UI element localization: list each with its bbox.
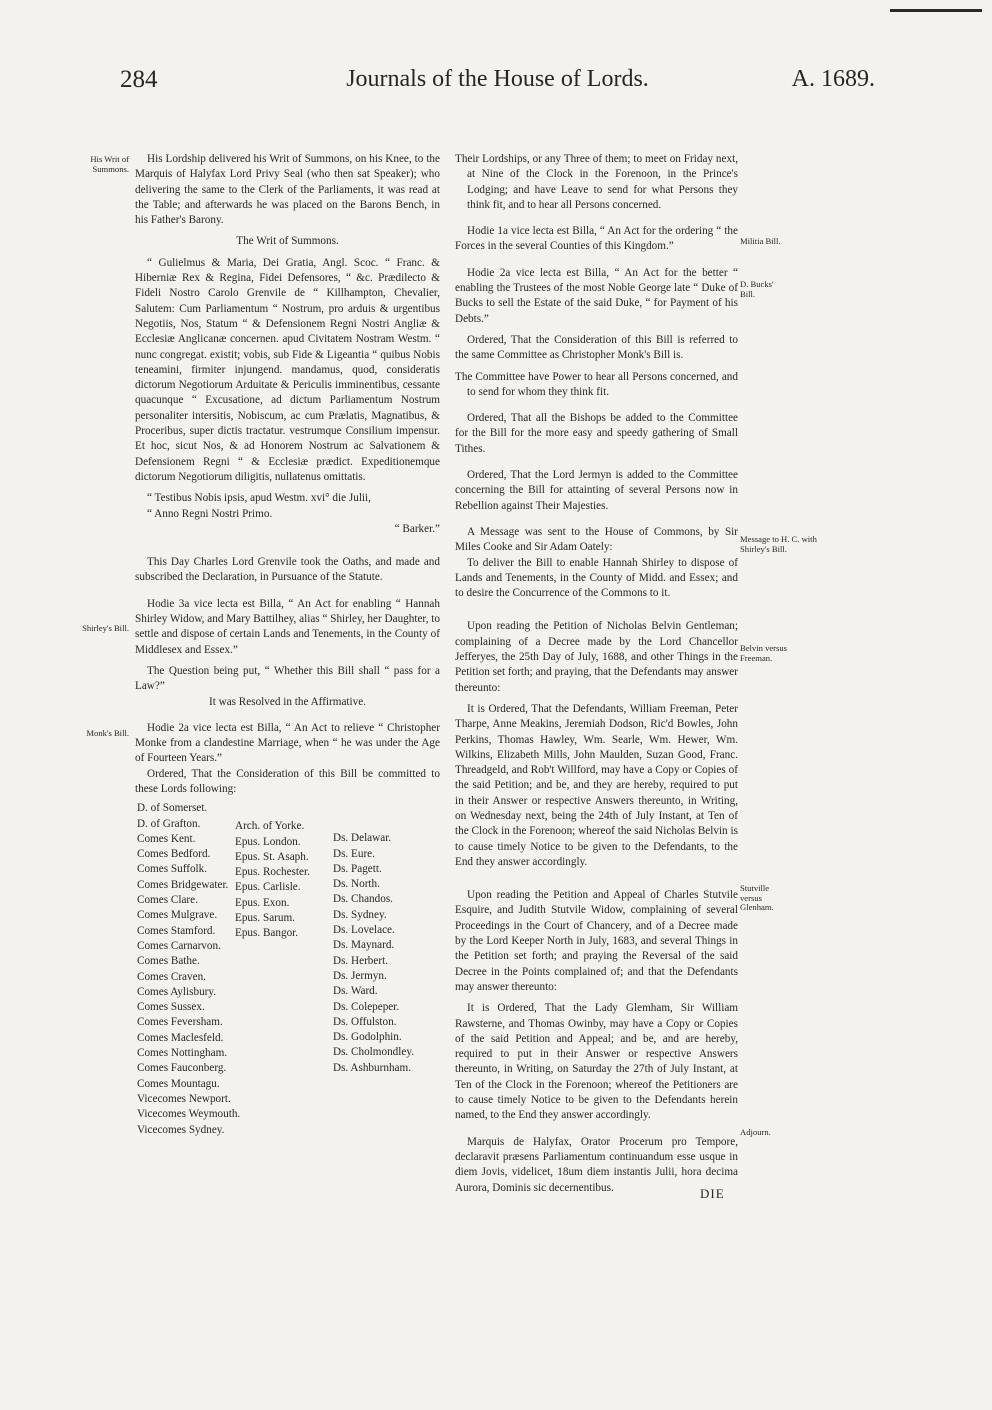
left-column <box>135 152 440 1136</box>
adjournment-paragraph: Marquis de Halyfax, Orator Procerum pro Tempore, declaravit præsens Parliamentum continuandum esse usque in diem Jovis, videlicet, 18um diem instantis Julii, hora decima Aurora, Dominis sic decernentibus. <box>455 1135 738 1194</box>
committee-lord: Arch. of Yorke. <box>235 820 305 833</box>
committee-lord: Comes Nottingham. <box>137 1047 228 1060</box>
committee-lord: Epus. Carlisle. <box>235 881 301 894</box>
margin-note-bucks: D. Bucks' Bill. <box>740 279 774 299</box>
committee-lord: Ds. Colepeper. <box>333 1000 400 1013</box>
committee-lord: Ds. North. <box>333 878 380 891</box>
question-paragraph: The Question being put, “ Whether this Bill shall “ pass for a Law?” <box>135 664 440 693</box>
margin-note-stutville: Stutville versus Glenham. <box>740 883 774 913</box>
committee-lord: Ds. Offulston. <box>333 1015 397 1028</box>
committee-lord: Ds. Lovelace. <box>333 924 395 937</box>
stutville-petition-paragraph: Upon reading the Petition and Appeal of Charles Stutvile Esquire, and Judith Stutvile Widow, complaining of several Proceedings in the Court of Chancery, and of a Decree made by the Lord Keeper North in July, 1683, and several Things in the Petition set forth; and praying the Reversal of the said Decree in the Points complained of; and that the Defendants may answer thereunto: <box>455 889 738 993</box>
page-number: 284 <box>120 66 158 93</box>
barker-signature: “ Barker.” <box>394 522 440 535</box>
testibus-line-2: “ Anno Regni Nostri Primo. <box>147 507 273 520</box>
margin-note-belvin: Belvin versus Freeman. <box>740 643 788 663</box>
committee-lord: Ds. Sydney. <box>333 908 387 921</box>
committee-lord: Ds. Jermyn. <box>333 969 387 982</box>
committee-power-paragraph: The Committee have Power to hear all Persons concerned, and to send for whom they think fit. <box>455 370 738 398</box>
testibus-line-1: “ Testibus Nobis ipsis, apud Westm. xvi° die Julii, <box>147 492 371 505</box>
committee-lord: Vicecomes Weymouth. <box>137 1108 241 1121</box>
committee-lord: Comes Aylisbury. <box>137 985 217 998</box>
committee-lord: Comes Maclesfeld. <box>137 1031 224 1044</box>
committee-lord: Comes Clare. <box>137 894 198 907</box>
ordered-committee-paragraph: Ordered, That the Consideration of this Bill be committed to these Lords following: <box>135 767 440 795</box>
margin-note-message: Message to H. C. with Shirley's Bill. <box>740 534 817 554</box>
committee-lords <box>135 801 440 1136</box>
writ-delivered-paragraph: His Lordship delivered his Writ of Summons, on his Knee, to the Marquis of Halyfax Lord Privy Seal (who then sat Speaker); who delivering the same to the Clerk of the Parliaments, it was read at the Table; and afterwards he was placed on the Barons Bench, in his Father's Barony. <box>135 153 440 227</box>
committee-lord: Epus. Sarum. <box>235 912 295 925</box>
writ-text: “ Gulielmus & Maria, Dei Gratia, Angl. Scoc. “ Franc. & Hiberniæ Rex & Regina, Fidei Defensores, “ &c. Prædilecto & Fideli Nostro Carolo Grenvile de “ Killhampton, Chevalier, Salutem: Cum Parliamentum “ Nostrum, pro arduis & urgentibus Negotiis, Nos, Statum “ & Defensionem Regni Nostri Angliæ & Ecclesiæ Anglicanæ concernen. apud Civitatem Nostram Westm. “ nunc congregat. existit; vobis, sub Fide & Ligeantia “ quibus Nobis teneamini, firmiter injungend. mandamus, quod, consideratis dictorum Negotiorum Arduitate & Periculis imminentibus, cessante quacunque “ Excusatione, ad dictum Parliamentum Nostrum personaliter intersitis, Nobiscum, ac cum Prælatis, Magnatibus, & Proceribus, super dictis tractatur. vestrumque Consilium impensur. Et hoc, sicut Nos, & ad Honorem Nostrum ac Salvationem & Defensionem Regni “ & Ecclesiæ prædict. Expeditionemque dictorum Negotiorum diligitis, nullatenus omittatis. <box>135 256 440 483</box>
committee-lord: Ds. Ashburnham. <box>333 1061 412 1074</box>
committee-lord: Comes Kent. <box>137 832 196 845</box>
lordships-paragraph: Their Lordships, or any Three of them; to meet on Friday next, at Nine of the Clock in the Forenoon, in the Prince's Lodging; and have Leave to send for what Persons they think fit, and to hear all Persons concerned. <box>455 153 738 211</box>
jermyn-order-paragraph: Ordered, That the Lord Jermyn is added to the Committee concerning the Bill for attainting of several Persons now in Rebellion against Their Majesties. <box>455 469 738 512</box>
committee-lord: Ds. Godolphin. <box>333 1031 402 1044</box>
committee-lord: Ds. Pagett. <box>333 862 382 875</box>
committee-lord: Comes Mulgrave. <box>137 909 218 922</box>
committee-lord: Comes Craven. <box>137 970 206 983</box>
committee-lord: Epus. Exon. <box>235 896 290 909</box>
page-header <box>120 66 875 102</box>
shirley-bill-paragraph: Hodie 3a vice lecta est Billa, “ An Act for enabling “ Hannah Shirley Widow, and Mary Battilhey, alias “ Shirley, her Daughter, to settle and dispose of certain Lands and Tenements, in the County of Middlesex and Essex.” <box>135 597 440 656</box>
year-heading: A. 1689. <box>791 66 875 92</box>
monk-bill-paragraph: Hodie 2a vice lecta est Billa, “ An Act to relieve “ Christopher Monke from a clandestine Marriage, when “ he was under the Age of Fourteen Years.” <box>135 721 440 765</box>
committee-lord: Comes Bedford. <box>137 848 211 861</box>
committee-lord: Epus. St. Asaph. <box>235 850 309 863</box>
committee-lord: Comes Bridgewater. <box>137 878 229 891</box>
belvin-petition-paragraph: Upon reading the Petition of Nicholas Belvin Gentleman; complaining of a Decree made by the Lord Chancellor Jefferyes, the 25th Day of July, 1688, and other Things in the Petition set forth; and praying, that the Defendants may answer thereunto: <box>455 620 738 694</box>
resolved-line: It was Resolved in the Affirmative. <box>208 695 366 708</box>
bishops-order-paragraph: Ordered, That all the Bishops be added to the Committee for the Bill for the more easy and speedy gathering of Small Tithes. <box>455 412 738 455</box>
committee-lord: Epus. Bangor. <box>235 927 299 940</box>
lords-list-barons <box>333 831 441 1076</box>
committee-lord: Comes Mountagu. <box>137 1077 220 1090</box>
committee-lord: Vicecomes Sydney. <box>137 1123 225 1136</box>
margin-note-adjourn: Adjourn. <box>740 1127 771 1137</box>
right-column <box>455 152 738 1196</box>
committee-lord: Comes Stamford. <box>137 924 216 937</box>
writ-heading: The Writ of Summons. <box>236 235 339 248</box>
ordered-monk-committee: Ordered, That the Consideration of this Bill is referred to the same Committee as Christopher Monk's Bill is. <box>455 333 738 362</box>
committee-lord: Epus. London. <box>235 835 301 848</box>
committee-lord: Comes Suffolk. <box>137 863 208 876</box>
oaths-paragraph: This Day Charles Lord Grenvile took the Oaths, and made and subscribed the Declaration, in Pursuance of the Statute. <box>135 556 440 584</box>
deliver-bill-paragraph: To deliver the Bill to enable Hannah Shirley to dispose of Lands and Tenements, in the County of Midd. and Essex; and to desire the Concurrence of the Commons to it. <box>455 556 738 600</box>
militia-bill-paragraph: Hodie 1a vice lecta est Billa, “ An Act for the ordering “ the Forces in the several Counties of this Kingdom.” <box>455 225 738 253</box>
catchword: DIE <box>700 1186 725 1201</box>
committee-lord: Ds. Maynard. <box>333 939 395 952</box>
committee-lord: Ds. Cholmondley. <box>333 1046 415 1059</box>
committee-lord: Vicecomes Newport. <box>137 1092 231 1105</box>
bucks-bill-paragraph: Hodie 2a vice lecta est Billa, “ An Act for the better “ enabling the Trustees of the most Noble George late “ Duke of Bucks to sell the Estate of the said Duke, “ for Payment of his Debts.” <box>455 266 738 325</box>
committee-lord: D. of Grafton. <box>137 817 201 830</box>
committee-lord: Ds. Delawar. <box>333 832 392 845</box>
committee-lord: Comes Feversham. <box>137 1016 223 1029</box>
margin-note-shirley: Shirley's Bill. <box>82 623 129 633</box>
committee-lord: Comes Carnarvon. <box>137 939 221 952</box>
margin-note-writ: His Writ of Summons. <box>90 154 129 174</box>
lords-list-dukes-earls <box>137 801 241 1138</box>
committee-lord: Comes Sussex. <box>137 1001 205 1014</box>
belvin-order-paragraph: It is Ordered, That the Defendants, William Freeman, Peter Tharpe, Anne Meakins, Jeremiah Dodson, Ric'd Bowles, John Perkins, Thomas Hawley, Wm. Searle, Wm. Hewer, Wm. Wilkins, Elizabeth Mills, John Maulden, Suzan Good, Franc. Threadgeld, and Rob't Willford, may have a Copy or Copies of the said Petition; and be, and they are hereby, required to put in their Answer or respective Answers thereunto, in Writing, on Wednesday next, being the 24th of July Instant, at Ten of the Clock in the Forenoon; whereof the said Nicholas Belvin is to cause timely Notice to be given to the Defendants, to the End they answer accordingly. <box>455 702 738 868</box>
committee-lord: Epus. Rochester. <box>235 866 310 879</box>
committee-lord: Comes Bathe. <box>137 955 200 968</box>
lords-list-bishops <box>235 819 327 941</box>
stutville-order-paragraph: It is Ordered, That the Lady Glemham, Sir William Rawsterne, and Thomas Owinby, may have a Copy or Copies of the said Petition and Appeal; and be, and are hereby, required to put in their Answer or respective Answers thereunto, in Writing, on Saturday the 27th of July Instant, at Ten of the Clock in the Forenoon; whereof the Petitioners are to cause timely Notice to be given to the Defendants herein named, to the End they answer accordingly. <box>455 1002 738 1122</box>
running-title: Journals of the House of Lords. <box>346 66 649 92</box>
committee-lord: Ds. Ward. <box>333 985 378 998</box>
committee-lord: Ds. Eure. <box>333 847 375 860</box>
top-rule <box>890 9 982 12</box>
committee-lord: Ds. Herbert. <box>333 954 388 967</box>
committee-lord: D. of Somerset. <box>137 802 208 815</box>
margin-note-monk: Monk's Bill. <box>86 728 129 738</box>
margin-note-militia: Militia Bill. <box>740 236 781 246</box>
committee-lord: Comes Fauconberg. <box>137 1062 227 1075</box>
message-paragraph: A Message was sent to the House of Commons, by Sir Miles Cooke and Sir Adam Oately: <box>455 525 738 554</box>
committee-lord: Ds. Chandos. <box>333 893 393 906</box>
